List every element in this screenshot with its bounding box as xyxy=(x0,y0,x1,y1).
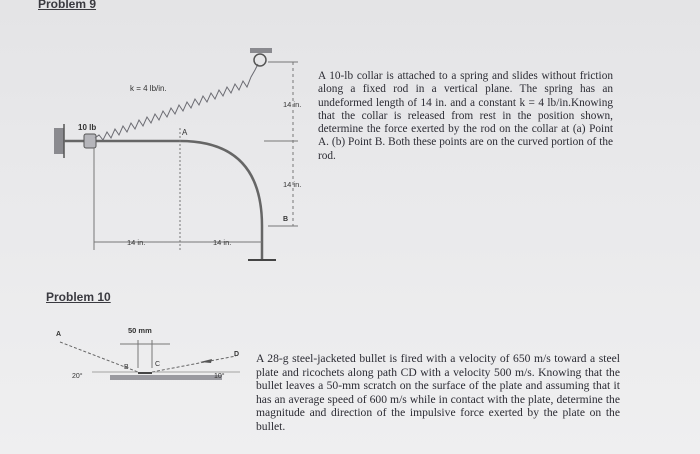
label-point-b: B xyxy=(124,364,129,371)
label-dim-bottom-left: 14 in. xyxy=(127,238,146,247)
label-dim-right-bottom: 14 in. xyxy=(283,180,302,189)
label-weight: 10 lb xyxy=(78,123,97,132)
problem-10-heading: Problem 10 xyxy=(46,290,111,304)
problem-9-statement: A 10-lb collar is attached to a spring and slides without friction along a fixed rod in a vertical plane. The spring has an undeformed length of 14 in. and a constant k = 4 lb/in.Knowing that the collar is released from rest in the position shown, determine the force exerted by the rod on the collar at (a) Point A. (b) Point B. Both these points are on the curved portion of the rod. xyxy=(318,70,613,162)
problem-9-heading: Problem 9 xyxy=(38,0,97,11)
label-point-c: C xyxy=(155,361,161,368)
label-dim-right-top: 14 in. xyxy=(283,100,302,109)
label-point-d: D xyxy=(234,351,240,358)
label-angle-out: 10° xyxy=(214,373,225,380)
label-point-b: B xyxy=(283,216,289,223)
steel-plate xyxy=(110,375,222,380)
outgoing-path xyxy=(152,356,236,372)
problem-10-statement: A 28-g steel-jacketed bullet is fired with a velocity of 650 m/s toward a steel plate and ricochets along path CD with a velocity 500 m/s. Knowing that the bullet leaves a 50-mm scratch on the surface of the plate and assuming that it has an average speed of 600 m/s while in contact with the plate, determine the magnitude and direction of the impulsive force exerted by the plate on the bullet. xyxy=(256,352,620,433)
label-dim-bottom-right: 14 in. xyxy=(213,238,232,247)
label-point-a: A xyxy=(56,331,62,338)
label-point-a: A xyxy=(182,128,188,137)
label-scratch: 50 mm xyxy=(128,326,152,335)
label-spring-constant: k = 4 lb/in. xyxy=(130,84,167,93)
label-angle-in: 20° xyxy=(72,373,83,380)
